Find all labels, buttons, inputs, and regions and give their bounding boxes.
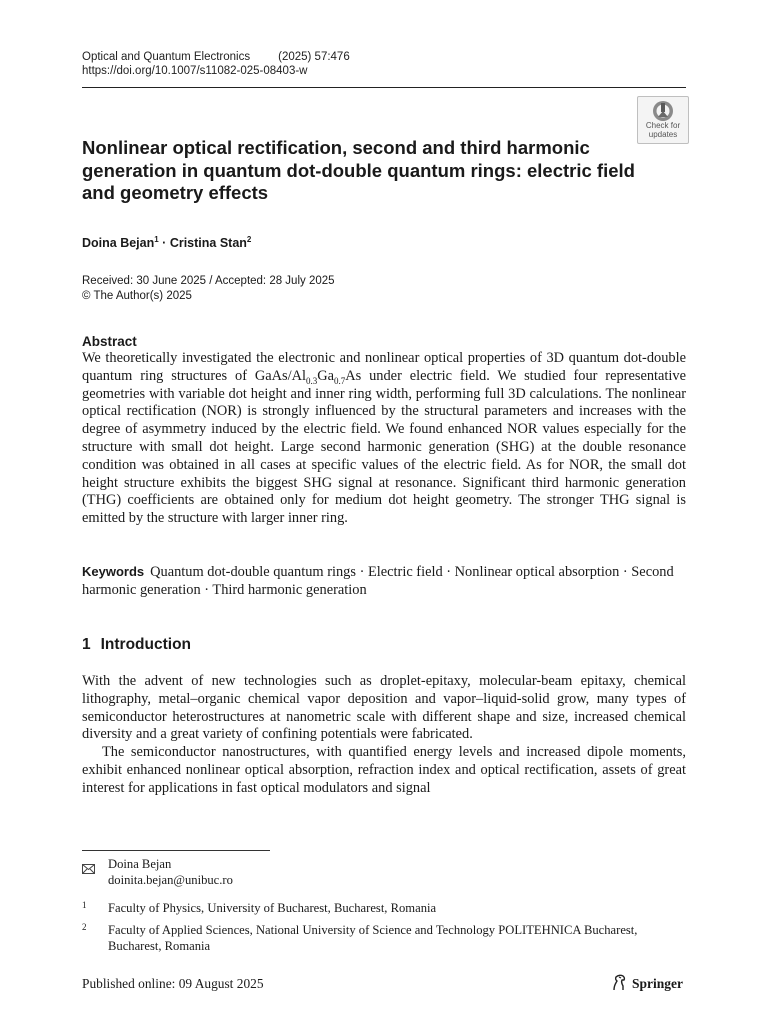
keywords-block: [82, 563, 686, 600]
journal-name: Optical and Quantum Electronics: [82, 51, 251, 63]
author-affiliation-mark: 2: [246, 235, 252, 244]
article-title: Nonlinear optical rectification, second and third harmonic generation in quantum dot-double quantum rings: electric field and geometry effects: [82, 137, 635, 203]
header-rule: [82, 87, 686, 88]
section-title: Introduction: [100, 636, 192, 653]
affiliation-text: Faculty of Applied Sciences, National University of Science and Technology POLITEHNICA Bucharest, Bucharest, Romania: [108, 923, 638, 953]
abstract-text-1: We theoretically investigated the electronic and nonlinear optical properties of 3D quantum dot-double quantum ring structures of GaAs/Al: [82, 350, 686, 384]
badge-line-2: updates: [648, 129, 678, 139]
abstract-body: [82, 350, 686, 528]
publisher-logo[interactable]: [611, 974, 683, 993]
check-for-updates-badge[interactable]: [637, 96, 689, 144]
contact-email-link[interactable]: doinita.bejan@unibuc.ro: [108, 873, 233, 887]
publisher-name: Springer: [632, 976, 684, 991]
author-name[interactable]: Cristina Stan: [169, 236, 247, 251]
journal-header: [82, 50, 350, 78]
author-list: [82, 232, 251, 251]
paragraph: The semiconductor nanostructures, with quantified energy levels and increased dipole moments, exhibit enhanced nonlinear optical absorption, refraction index and optical rectification, assets of great interest for applications in fast optical modulators and signal: [82, 744, 686, 796]
envelope-icon: [82, 861, 95, 879]
paragraph: With the advent of new technologies such as droplet-epitaxy, molecular-beam epitaxy, chemical lithography, metal–organic chemical vapor deposition and vapor–liquid-solid grow, many types of semiconductor heterostructures at nanometric scale with different shape and size, increased chemical diversity and a great variety of confining potentials were fabricated.: [82, 673, 686, 743]
abstract-heading: Abstract: [82, 334, 137, 349]
article-dates: [82, 274, 335, 304]
section-heading: [82, 635, 191, 654]
abstract-subscript-2: 0.7: [334, 375, 346, 386]
abstract-text-2: Ga: [317, 367, 335, 384]
affiliation-text: Faculty of Physics, University of Bucharest, Bucharest, Romania: [108, 901, 437, 915]
copyright-notice: © The Author(s) 2025: [82, 290, 192, 302]
section-number: 1: [82, 636, 91, 653]
springer-horse-icon: [611, 974, 627, 991]
check-for-updates-icon: [651, 100, 675, 122]
badge-line-1: Check for: [645, 121, 681, 130]
author-separator: ·: [158, 236, 170, 251]
journal-volume: (2025) 57:476: [278, 51, 350, 63]
affiliation-mark: 2: [82, 922, 87, 932]
contact-author-name: Doina Bejan: [108, 857, 172, 871]
author-name[interactable]: Doina Bejan: [82, 236, 155, 251]
introduction-body: [82, 673, 686, 798]
published-online-date: Published online: 09 August 2025: [82, 976, 264, 991]
received-accepted-dates: Received: 30 June 2025 / Accepted: 28 July 2025: [82, 275, 335, 287]
affiliation-mark: 1: [82, 900, 87, 910]
abstract-subscript-1: 0.3: [305, 375, 318, 386]
keywords-label: Keywords: [82, 564, 145, 579]
abstract-text-3: As under electric field. We studied four representative geometries with variable dot height and inner ring width, performing full 3D calculations. The nonlinear optical rectification (NOR) is strongly influenced by the structural parameters and increases with the degree of asymmetry induced by the electric field. We found enhanced NOR values especially for the structure with small dot height. Large second harmonic generation (SHG) at the double resonance condition was obtained in all cases at specific values of the electric field. As for NOR, the small dot height structure exhibits the biggest SHG signal at resonance. Significant third harmonic generation (THG) coefficients are obtained only for medium dot height geometry. The stronger THG signal is emitted by the structure with larger inner ring.: [82, 367, 686, 527]
doi-link[interactable]: https://doi.org/10.1007/s11082-025-08403-w: [82, 65, 308, 77]
keywords-text: Quantum dot-double quantum rings · Electric field · Nonlinear optical absorption · Second harmonic generation · Third harmonic generation: [82, 564, 674, 598]
author-affiliation-mark: 1: [154, 235, 159, 244]
footnote-rule: [82, 850, 270, 851]
